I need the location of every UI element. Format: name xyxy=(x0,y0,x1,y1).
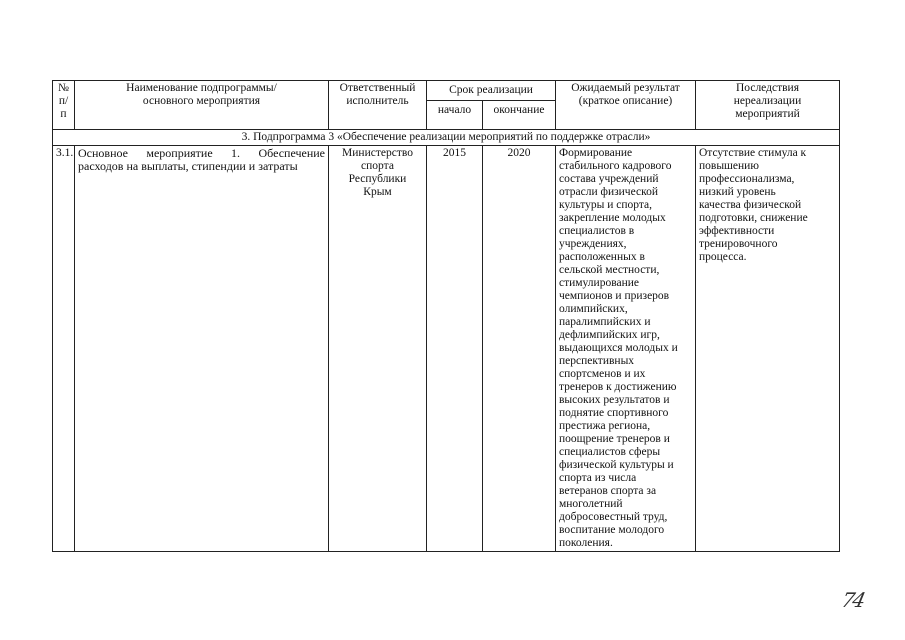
consequences-line: повышению xyxy=(699,160,759,172)
consequences-line: Отсутствие стимула к xyxy=(699,147,807,159)
result-line: физической культуры и xyxy=(559,459,674,471)
result-line: воспитание молодого xyxy=(559,524,665,536)
header-row-1 xyxy=(53,81,840,101)
row-name: Основное мероприятие 1. Обеспечение расходов на выплаты, стипендии и затраты xyxy=(75,146,329,552)
result-line: поощрение тренеров и xyxy=(559,433,670,445)
consequences-line: подготовки, снижение xyxy=(699,212,808,224)
header-result-line: Ожидаемый результат xyxy=(571,82,680,94)
page-number-handwritten: 74 xyxy=(839,588,867,612)
consequences-line: процесса. xyxy=(699,251,747,263)
result-line: стимулирование xyxy=(559,277,639,289)
result-line: учреждениях, xyxy=(559,238,627,250)
result-line: закрепление молодых xyxy=(559,212,666,224)
result-line: культуры и спорта, xyxy=(559,199,652,211)
header-executor-line: исполнитель xyxy=(346,95,409,107)
header-consequences xyxy=(696,81,840,130)
header-name-line: Наименование подпрограммы/ xyxy=(126,82,277,94)
result-line: поколения. xyxy=(559,537,613,549)
section-title: 3. Подпрограмма 3 «Обеспечение реализации мероприятий по поддержке отрасли» xyxy=(53,130,840,146)
executor-line: Крым xyxy=(363,186,392,198)
executor-line: Республики xyxy=(348,173,407,185)
result-line: спортсменов и их xyxy=(559,368,646,380)
result-line: паралимпийских и xyxy=(559,316,651,328)
row-end: 2020 xyxy=(483,146,556,552)
row-start: 2015 xyxy=(427,146,483,552)
result-line: престижа региона, xyxy=(559,420,651,432)
section-row xyxy=(53,130,840,146)
result-line: добросовестный труд, xyxy=(559,511,668,523)
consequences-line: эффективности xyxy=(699,225,775,237)
executor-line: Министерство xyxy=(342,147,413,159)
header-num xyxy=(53,81,75,130)
row-consequences xyxy=(696,146,840,552)
header-result xyxy=(556,81,696,130)
header-consequences-line: мероприятий xyxy=(735,108,800,120)
result-line: ветеранов спорта за xyxy=(559,485,657,497)
result-line: Формирование xyxy=(559,147,633,159)
row-result xyxy=(556,146,696,552)
consequences-line: тренировочного xyxy=(699,238,778,250)
result-line: стабильного кадрового xyxy=(559,160,672,172)
result-line: специалистов сферы xyxy=(559,446,661,458)
row-executor xyxy=(329,146,427,552)
result-line: специалистов в xyxy=(559,225,635,237)
result-line: тренеров к достижению xyxy=(559,381,677,393)
header-executor-line: Ответственный xyxy=(339,82,416,94)
result-line: сельской местности, xyxy=(559,264,660,276)
result-line: состава учреждений xyxy=(559,173,659,185)
measures-table xyxy=(52,80,840,552)
result-line: многолетний xyxy=(559,498,623,510)
header-name xyxy=(75,81,329,130)
result-line: дефлимпийских игр, xyxy=(559,329,660,341)
result-line: спорта из числа xyxy=(559,472,637,484)
result-line: отрасли физической xyxy=(559,186,658,198)
result-line: расположенных в xyxy=(559,251,645,263)
consequences-line: низкий уровень xyxy=(699,186,776,198)
consequences-line: профессионализма, xyxy=(699,173,795,185)
header-term: Срок реализации xyxy=(427,81,556,101)
header-start: начало xyxy=(427,101,483,130)
table-row xyxy=(53,146,840,552)
result-line: олимпийских, xyxy=(559,303,628,315)
result-line: чемпионов и призеров xyxy=(559,290,670,302)
consequences-line: качества физической xyxy=(699,199,802,211)
header-num-line: № xyxy=(58,82,69,94)
header-consequences-line: Последствия xyxy=(736,82,799,94)
row-num: 3.1. xyxy=(53,146,75,552)
executor-line: спорта xyxy=(361,160,394,172)
header-name-line: основного мероприятия xyxy=(142,95,261,107)
header-end: окончание xyxy=(483,101,556,130)
header-consequences-line: нереализации xyxy=(733,95,802,107)
result-line: высоких результатов и xyxy=(559,394,670,406)
header-num-line: п/п xyxy=(58,95,69,120)
result-line: перспективных xyxy=(559,355,635,367)
header-executor xyxy=(329,81,427,130)
header-result-line: (краткое описание) xyxy=(578,95,673,107)
result-line: поднятие спортивного xyxy=(559,407,669,419)
result-line: выдающихся молодых и xyxy=(559,342,678,354)
